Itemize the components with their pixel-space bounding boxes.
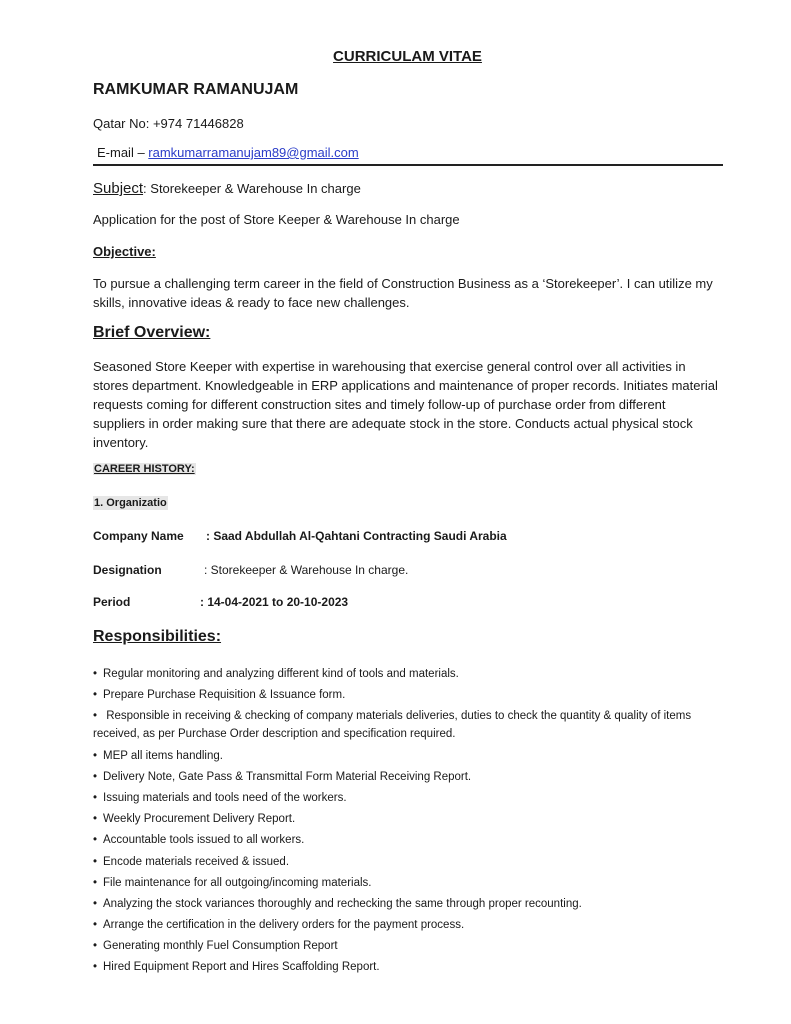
list-item [93, 665, 713, 683]
bullet-icon: • [93, 940, 98, 953]
subject-line [93, 180, 361, 197]
list-item-text: Issuing materials and tools need of the workers. [103, 791, 347, 804]
bullet-icon: • [93, 919, 98, 932]
bullet-icon: • [93, 791, 98, 804]
period-label: Period [93, 595, 131, 609]
list-item-text: Weekly Procurement Delivery Report. [103, 813, 296, 826]
brief-overview-heading: Brief Overview: [93, 324, 211, 341]
organization-label: 1. Organizatio [94, 497, 167, 509]
designation-row [93, 563, 409, 577]
email-link[interactable]: ramkumarramanujam89@gmail.com [148, 145, 359, 160]
career-history-heading: CAREER HISTORY: [94, 463, 195, 475]
list-item [93, 810, 713, 828]
responsibilities-heading: Responsibilities: [93, 628, 222, 645]
list-item [93, 916, 713, 934]
bullet-icon: • [93, 855, 98, 868]
bullet-icon: • [93, 668, 98, 680]
subject-label: Subject [93, 180, 144, 197]
responsibilities-list [93, 665, 713, 980]
bullet-icon: • [93, 813, 98, 826]
list-item [93, 768, 713, 786]
list-item [93, 937, 713, 955]
objective-heading: Objective: [93, 244, 156, 259]
list-item [93, 789, 713, 807]
list-item-text: Accountable tools issued to all workers. [103, 834, 305, 847]
company-name-label: Company Name [93, 529, 184, 543]
list-item-text: Hired Equipment Report and Hires Scaffolding Report. [103, 961, 380, 974]
list-item [93, 707, 713, 743]
list-item [93, 747, 713, 765]
bullet-icon: • [93, 961, 98, 974]
subject-value: : Storekeeper & Warehouse In charge [143, 181, 361, 196]
bullet-icon: • [93, 834, 98, 847]
objective-text: To pursue a challenging term career in the field of Construction Business as a ‘Storekeeper’. I can utilize my skills, innovative ideas & ready to face new challenges. [93, 276, 713, 310]
application-line: Application for the post of Store Keeper & Warehouse In charge [93, 212, 460, 227]
list-item-text: Arrange the certification in the delivery orders for the payment process. [103, 919, 465, 932]
list-item [93, 853, 713, 871]
brief-overview-text: Seasoned Store Keeper with expertise in warehousing that exercise general control over all activities in stores department. Knowledgeable in ERP applications and maintenance of proper records. Initiates material requests coming for different construction sites and timely follow-up of purchase order from different suppliers in order making sure that there are adequate stock in the store. Conducts actual physical stock inventory. [93, 359, 718, 450]
period-row [93, 595, 349, 609]
bullet-icon: • [93, 689, 98, 702]
designation-value: : Storekeeper & Warehouse In charge. [204, 563, 409, 577]
list-item [93, 958, 713, 976]
list-item-text: File maintenance for all outgoing/incoming materials. [103, 876, 372, 889]
list-item-text: Responsible in receiving & checking of company materials deliveries, duties to check the quantity & quality of items received, as per Purchase Order description and specification required. [93, 710, 692, 741]
list-item [93, 895, 713, 913]
list-item-text: Analyzing the stock variances thoroughly and rechecking the same through proper recounting. [103, 897, 582, 910]
list-item-text: Encode materials received & issued. [103, 855, 290, 868]
header-divider [93, 164, 723, 166]
list-item [93, 831, 713, 849]
period-value: : 14-04-2021 to 20-10-2023 [200, 595, 349, 609]
designation-label: Designation [93, 563, 162, 577]
list-item-text: Generating monthly Fuel Consumption Report [103, 940, 338, 953]
document-title: CURRICULAM VITAE [333, 48, 482, 65]
list-item [93, 874, 713, 892]
email-label: E-mail – [97, 145, 149, 160]
email-line [97, 145, 359, 160]
list-item [93, 686, 713, 704]
company-name-value: : Saad Abdullah Al-Qahtani Contracting Saudi Arabia [206, 529, 507, 543]
list-item-text: Prepare Purchase Requisition & Issuance form. [103, 689, 346, 702]
candidate-name: RAMKUMAR RAMANUJAM [93, 81, 299, 98]
bullet-icon: • [93, 710, 98, 723]
list-item-text: MEP all items handling. [103, 749, 223, 762]
bullet-icon: • [93, 876, 98, 889]
phone-number: Qatar No: +974 71446828 [93, 116, 244, 131]
company-name-row [93, 529, 507, 543]
bullet-icon: • [93, 897, 98, 910]
list-item-text: Delivery Note, Gate Pass & Transmittal Form Material Receiving Report. [103, 770, 472, 783]
bullet-icon: • [93, 749, 98, 762]
bullet-icon: • [93, 770, 98, 783]
list-item-text: Regular monitoring and analyzing different kind of tools and materials. [103, 668, 459, 680]
